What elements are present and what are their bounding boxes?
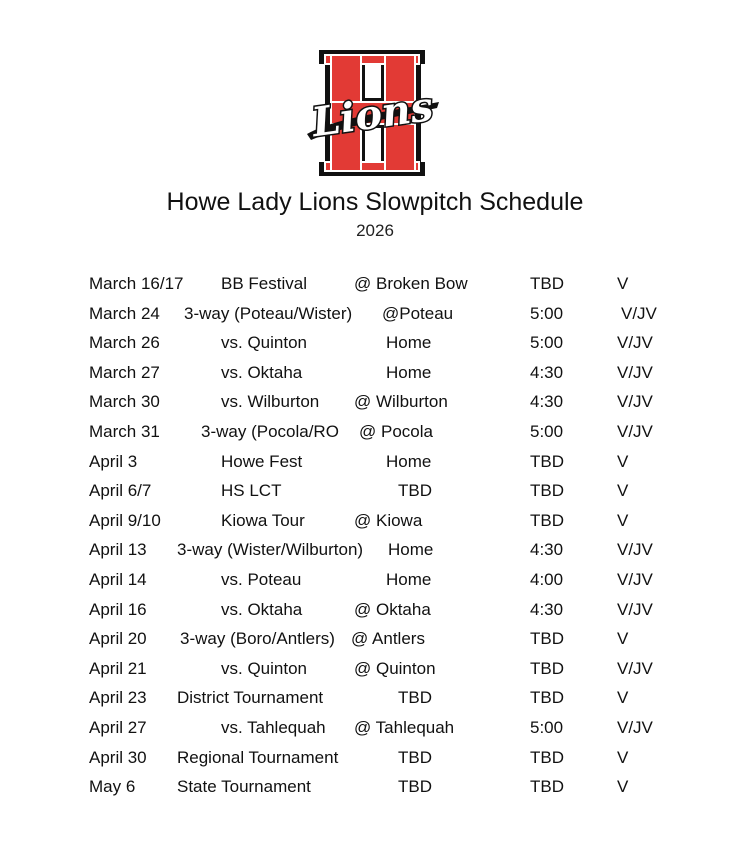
game-date: March 24 xyxy=(89,303,160,323)
game-time: TBD xyxy=(530,658,564,678)
game-date: April 16 xyxy=(89,599,147,619)
schedule-row xyxy=(0,745,750,775)
schedule-row xyxy=(0,656,750,686)
game-opponent: vs. Oktaha xyxy=(221,362,303,382)
schedule-row xyxy=(0,508,750,538)
game-opponent: vs. Tahlequah xyxy=(221,717,326,737)
game-location: @ Broken Bow xyxy=(354,274,468,293)
game-date: March 31 xyxy=(89,421,160,441)
game-level: V/JV xyxy=(617,362,653,382)
game-date: May 6 xyxy=(89,777,136,797)
schedule-row xyxy=(0,567,750,597)
schedule-row xyxy=(0,685,750,715)
game-opponent: vs. Oktaha xyxy=(221,599,303,619)
lions-logo xyxy=(305,48,441,178)
game-opponent: vs. Wilburton xyxy=(221,392,320,412)
game-location: @ Wilburton xyxy=(354,392,448,412)
schedule-row xyxy=(0,626,750,656)
game-level: V/JV xyxy=(617,717,653,737)
game-location: @ Quinton xyxy=(354,658,436,678)
game-time: TBD xyxy=(530,629,564,649)
game-location: TBD xyxy=(398,777,432,797)
game-level: V/JV xyxy=(617,569,653,589)
game-date: April 21 xyxy=(89,658,147,678)
season-year: 2026 xyxy=(356,221,394,240)
schedule-row xyxy=(0,537,750,567)
game-level: V/JV xyxy=(617,599,653,619)
schedule-row xyxy=(0,478,750,508)
game-time: TBD xyxy=(530,274,564,293)
game-time: 4:00 xyxy=(530,569,564,589)
game-opponent: 3-way (Pocola/RO xyxy=(201,421,339,441)
game-date: April 23 xyxy=(89,688,147,708)
game-location: TBD xyxy=(398,747,432,767)
game-time: 4:30 xyxy=(530,540,564,560)
game-date: April 14 xyxy=(89,569,147,589)
page-title: Howe Lady Lions Slowpitch Schedule xyxy=(166,188,584,216)
game-time: 5:00 xyxy=(530,303,564,323)
game-time: 4:30 xyxy=(530,392,564,412)
game-date: April 20 xyxy=(89,629,147,649)
game-location: Home xyxy=(386,333,432,353)
game-time: TBD xyxy=(530,510,564,530)
logo-script: Lions xyxy=(309,82,436,147)
schedule-list xyxy=(0,271,750,804)
game-date: March 27 xyxy=(89,362,160,382)
game-opponent: Kiowa Tour xyxy=(221,510,305,530)
game-location: @Poteau xyxy=(382,303,454,323)
game-level: V xyxy=(617,510,629,530)
game-location: Home xyxy=(388,540,434,560)
game-date: April 27 xyxy=(89,717,147,737)
game-location: @ Oktaha xyxy=(354,599,431,619)
game-date: March 30 xyxy=(89,392,160,412)
game-opponent: vs. Poteau xyxy=(221,569,302,589)
game-time: TBD xyxy=(530,481,564,501)
game-location: TBD xyxy=(398,481,432,501)
game-level: V/JV xyxy=(621,303,657,323)
game-opponent: 3-way (Wister/Wilburton) xyxy=(177,540,364,560)
game-opponent: 3-way (Poteau/Wister) xyxy=(184,303,353,323)
game-time: 5:00 xyxy=(530,421,564,441)
schedule-row xyxy=(0,419,750,449)
game-time: 5:00 xyxy=(530,333,564,353)
game-level: V xyxy=(617,747,629,767)
game-level: V xyxy=(617,777,629,797)
game-level: V xyxy=(617,274,629,293)
game-opponent: HS LCT xyxy=(221,481,282,501)
game-level: V/JV xyxy=(617,658,653,678)
game-time: 4:30 xyxy=(530,362,564,382)
game-opponent: vs. Quinton xyxy=(221,333,307,353)
game-time: 5:00 xyxy=(530,717,564,737)
game-location: Home xyxy=(386,362,432,382)
game-location: @ Kiowa xyxy=(354,510,423,530)
game-level: V/JV xyxy=(617,421,653,441)
game-location: Home xyxy=(386,569,432,589)
game-date: March 16/17 xyxy=(89,274,184,293)
game-location: @ Tahlequah xyxy=(354,717,455,737)
schedule-row xyxy=(0,715,750,745)
game-level: V xyxy=(617,629,629,649)
game-time: 4:30 xyxy=(530,599,564,619)
schedule-row xyxy=(0,360,750,390)
game-opponent: 3-way (Boro/Antlers) xyxy=(180,629,335,649)
game-level: V xyxy=(617,451,629,471)
game-opponent: State Tournament xyxy=(177,777,311,797)
game-date: April 9/10 xyxy=(89,510,161,530)
game-level: V/JV xyxy=(617,392,653,412)
game-date: April 6/7 xyxy=(89,481,152,501)
game-time: TBD xyxy=(530,747,564,767)
game-date: April 13 xyxy=(89,540,147,560)
game-opponent: Regional Tournament xyxy=(177,747,339,767)
schedule-row xyxy=(0,389,750,419)
game-location: Home xyxy=(386,451,432,471)
game-opponent: vs. Quinton xyxy=(221,658,307,678)
game-opponent: District Tournament xyxy=(177,688,324,708)
schedule-row xyxy=(0,271,750,301)
game-level: V/JV xyxy=(617,333,653,353)
game-level: V/JV xyxy=(617,540,653,560)
schedule-row xyxy=(0,330,750,360)
game-opponent: Howe Fest xyxy=(221,451,303,471)
schedule-row xyxy=(0,301,750,331)
game-date: April 30 xyxy=(89,747,147,767)
schedule-row xyxy=(0,449,750,479)
game-location: @ Antlers xyxy=(351,629,425,649)
game-level: V xyxy=(617,481,629,501)
schedule-row xyxy=(0,774,750,804)
game-level: V xyxy=(617,688,629,708)
game-time: TBD xyxy=(530,688,564,708)
schedule-row xyxy=(0,597,750,627)
game-time: TBD xyxy=(530,451,564,471)
game-time: TBD xyxy=(530,777,564,797)
game-date: April 3 xyxy=(89,451,138,471)
game-date: March 26 xyxy=(89,333,160,353)
game-opponent: BB Festival xyxy=(221,274,307,293)
game-location: TBD xyxy=(398,688,432,708)
game-location: @ Pocola xyxy=(359,421,433,441)
